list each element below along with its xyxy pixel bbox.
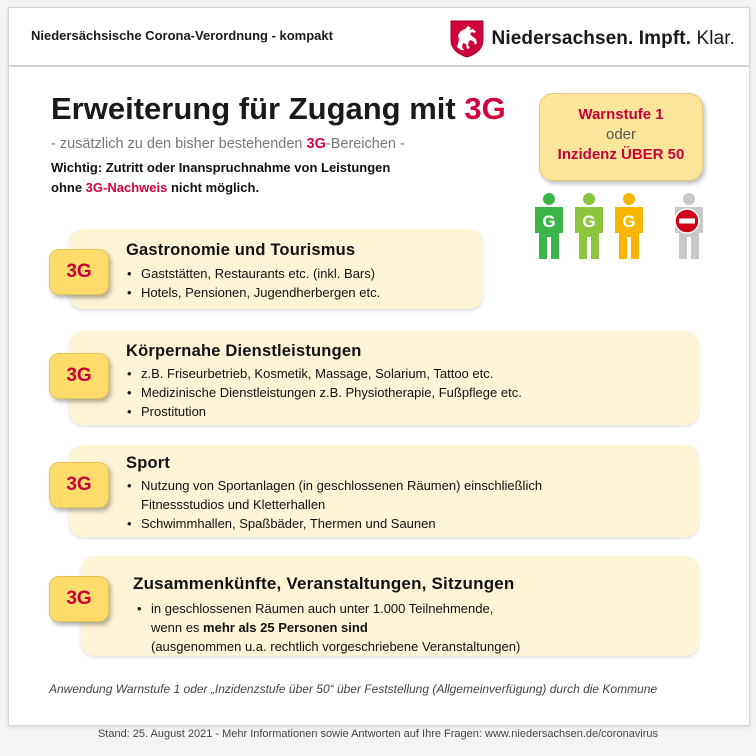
intro-line: - zusätzlich zu den bisher bestehenden 3G-Bereichen - [51, 136, 405, 152]
section-list [125, 364, 685, 421]
svg-text:G: G [542, 212, 556, 231]
section-list [135, 599, 655, 656]
3g-figures [523, 193, 723, 263]
list-item: • Prostitution [125, 402, 685, 421]
list-item: • in geschlossenen Räumen auch unter 1.000 Teilnehmende, wenn es mehr als 25 Personen sind (ausgenommen u.a. rechtlich vorgeschriebene Veranstaltungen) [135, 599, 655, 656]
blocked-person-icon [675, 193, 703, 259]
section-card-gastronomy [66, 229, 483, 309]
section-title: Sport [126, 454, 171, 472]
svg-text:G: G [582, 212, 596, 231]
person-g-icon [535, 193, 563, 259]
warning-level-box: Warnstufe 1 oder Inzidenz ÜBER 50 [539, 93, 703, 181]
section-card-events [66, 556, 699, 656]
list-item: • Schwimmhallen, Spaßbäder, Thermen und Saunen [125, 514, 605, 533]
section-list [125, 476, 605, 533]
header-bar [8, 7, 750, 66]
lower-saxony-horse-logo-icon [450, 20, 484, 58]
list-item: • Gaststätten, Restaurants etc. (inkl. Bars) [125, 264, 475, 283]
section-list [125, 264, 475, 302]
person-g-icon [615, 193, 643, 259]
3g-badge: 3G [49, 249, 109, 295]
list-item: • Medizinische Dienstleistungen z.B. Physiotherapie, Fußpflege etc. [125, 383, 685, 402]
3g-badge: 3G [49, 462, 109, 508]
svg-text:G: G [622, 212, 636, 231]
important-note: Wichtig: Zutritt oder Inanspruchnahme von Leistungen ohne 3G-Nachweis nicht möglich. [51, 160, 391, 195]
header-subtitle: Niedersächsische Corona-Verordnung - kompakt [31, 28, 333, 43]
footnote: Anwendung Warnstufe 1 oder „Inzidenzstufe über 50“ über Feststellung (Allgemeinverfügung) durch die Kommune [49, 682, 658, 696]
section-title: Gastronomie und Tourismus [126, 241, 356, 259]
section-card-body-services [66, 331, 699, 425]
list-item: • z.B. Friseurbetrieb, Kosmetik, Massage, Solarium, Tattoo etc. [125, 364, 685, 383]
brand-name: Niedersachsen. Impft. Klar. [491, 28, 735, 49]
page-title: Erweiterung für Zugang mit 3G [51, 91, 506, 126]
brand [450, 20, 735, 58]
3g-badge: 3G [49, 353, 109, 399]
main-panel [8, 66, 750, 726]
source-footer: Stand: 25. August 2021 - Mehr Informationen sowie Antworten auf Ihre Fragen: www.niedersachsen.de/coronavirus [97, 728, 659, 740]
list-item: • Nutzung von Sportanlagen (in geschlossenen Räumen) einschließlich Fitnessstudios und Kletterhallen [125, 476, 605, 514]
list-item: • Hotels, Pensionen, Jugendherbergen etc. [125, 283, 475, 302]
section-card-sport [66, 445, 699, 537]
person-g-icon [575, 193, 603, 259]
3g-badge: 3G [49, 576, 109, 622]
section-title: Körpernahe Dienstleistungen [126, 342, 362, 360]
section-title: Zusammenkünfte, Veranstaltungen, Sitzungen [133, 574, 515, 593]
